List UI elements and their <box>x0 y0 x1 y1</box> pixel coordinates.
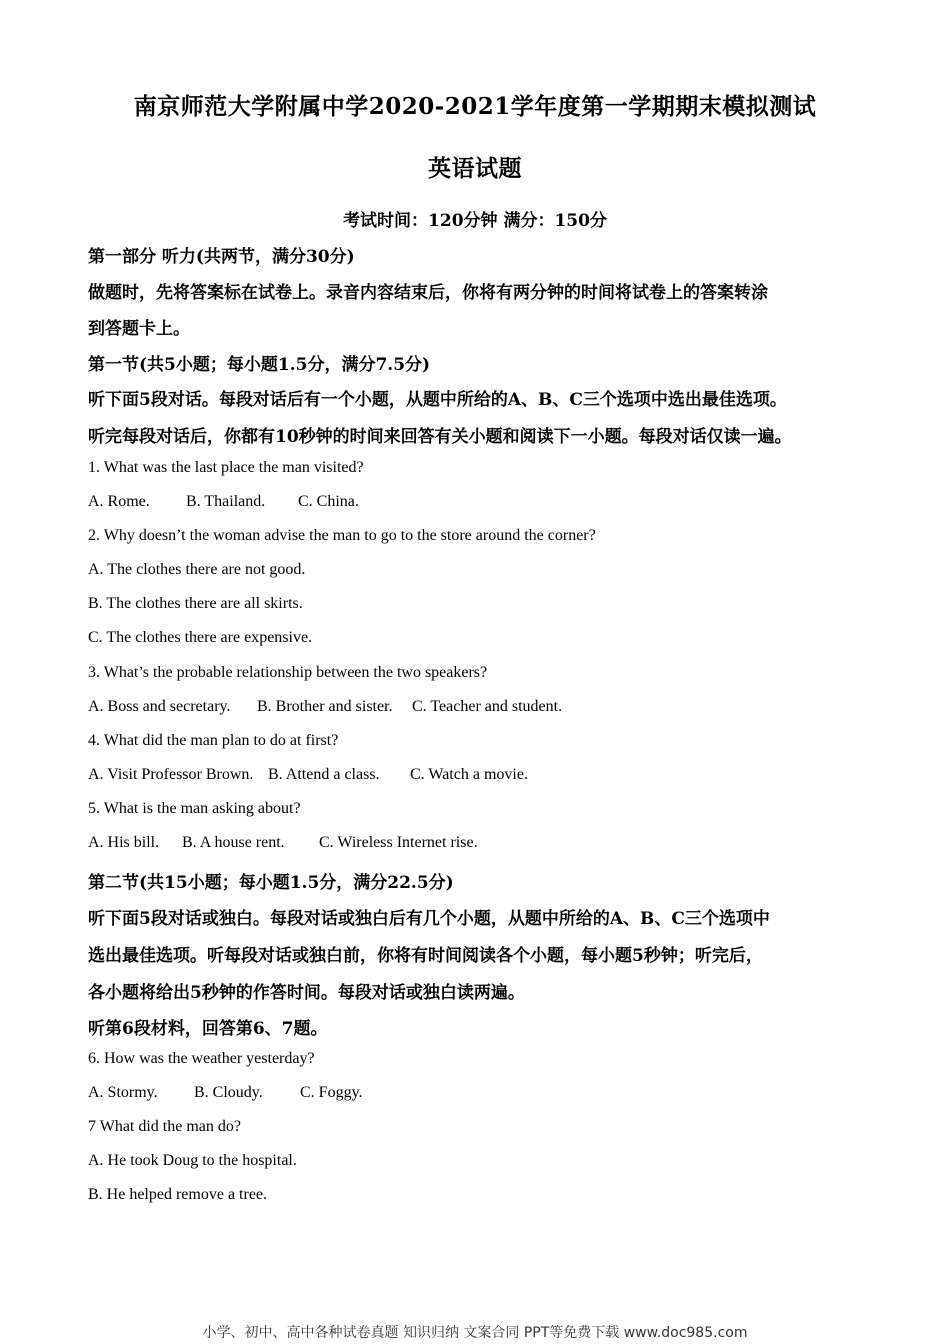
option-a: A. Visit Professor Brown. <box>88 766 254 783</box>
option-c: C. Foggy. <box>300 1084 363 1101</box>
option-b: B. Brother and sister. <box>257 698 393 715</box>
option-a: A. Stormy. <box>88 1084 158 1101</box>
question-4-options <box>88 766 528 784</box>
question-5-options <box>88 834 478 852</box>
question-5: 5. What is the man asking about? <box>88 800 301 817</box>
question-3: 3. What’s the probable relationship between the two speakers? <box>88 664 488 681</box>
option-b: B. Attend a class. <box>268 766 380 783</box>
section1-instruction-line1: 听下面5段对话。每段对话后有一个小题，从题中所给的A、B、C三个选项中选出最佳选项。 <box>88 390 787 410</box>
part1-heading: 第一部分 听力(共两节，满分30分) <box>88 247 355 267</box>
question-4: 4. What did the man plan to do at first? <box>88 732 339 749</box>
option-b: B. Cloudy. <box>194 1084 263 1101</box>
question-6: 6. How was the weather yesterday? <box>88 1050 315 1067</box>
option-a: A. The clothes there are not good. <box>88 561 306 578</box>
question-3-options <box>88 698 562 716</box>
option-b: B. He helped remove a tree. <box>88 1186 268 1203</box>
section2-instruction-line3: 各小题将给出5秒钟的作答时间。每段对话或独白读两遍。 <box>88 983 525 1003</box>
question-7: 7 What did the man do? <box>88 1118 241 1135</box>
option-a: A. Rome. <box>88 493 150 510</box>
option-c: C. The clothes there are expensive. <box>88 629 313 646</box>
option-a: A. His bill. <box>88 834 160 851</box>
section1-heading: 第一节(共5小题；每小题1.5分，满分7.5分) <box>88 355 431 375</box>
section2-instruction-line2: 选出最佳选项。听每段对话或独白前，你将有时间阅读各个小题，每小题5秒钟；听完后， <box>88 946 763 966</box>
option-b: B. Thailand. <box>186 493 266 510</box>
question-1: 1. What was the last place the man visited? <box>88 459 364 476</box>
part1-instruction-line1: 做题时，先将答案标在试卷上。录音内容结束后，你将有两分钟的时间将试卷上的答案转涂 <box>88 283 768 303</box>
question-6-options <box>88 1084 363 1102</box>
option-a: A. Boss and secretary. <box>88 698 231 715</box>
section2-heading: 第二节(共15小题；每小题1.5分，满分22.5分) <box>88 873 454 893</box>
option-b: B. A house rent. <box>182 834 285 851</box>
question-1-options <box>88 493 359 511</box>
option-c: C. Watch a movie. <box>410 766 528 783</box>
section1-instruction-line2: 听完每段对话后，你都有10秒钟的时间来回答有关小题和阅读下一小题。每段对话仅读一遍。 <box>88 427 792 447</box>
material-6-heading: 听第6段材料，回答第6、7题。 <box>88 1019 328 1039</box>
option-c: C. Teacher and student. <box>412 698 563 715</box>
section2-instruction-line1: 听下面5段对话或独白。每段对话或独白后有几个小题，从题中所给的A、B、C三个选项中 <box>88 909 770 929</box>
question-2: 2. Why doesn’t the woman advise the man to go to the store around the corner? <box>88 527 596 544</box>
option-c: C. Wireless Internet rise. <box>319 834 478 851</box>
exam-info: 考试时间：120分钟 满分：150分 <box>343 211 607 231</box>
exam-title: 南京师范大学附属中学2020-2021学年度第一学期期末模拟测试 <box>133 93 817 120</box>
part1-instruction-line2: 到答题卡上。 <box>88 319 190 339</box>
option-b: B. The clothes there are all skirts. <box>88 595 303 612</box>
option-a: A. He took Doug to the hospital. <box>88 1152 297 1169</box>
exam-subtitle: 英语试题 <box>428 155 522 182</box>
footer-text: 小学、初中、高中各种试卷真题 知识归纳 文案合同 PPT等免费下载 www.doc985.com <box>202 1325 748 1341</box>
option-c: C. China. <box>298 493 359 510</box>
